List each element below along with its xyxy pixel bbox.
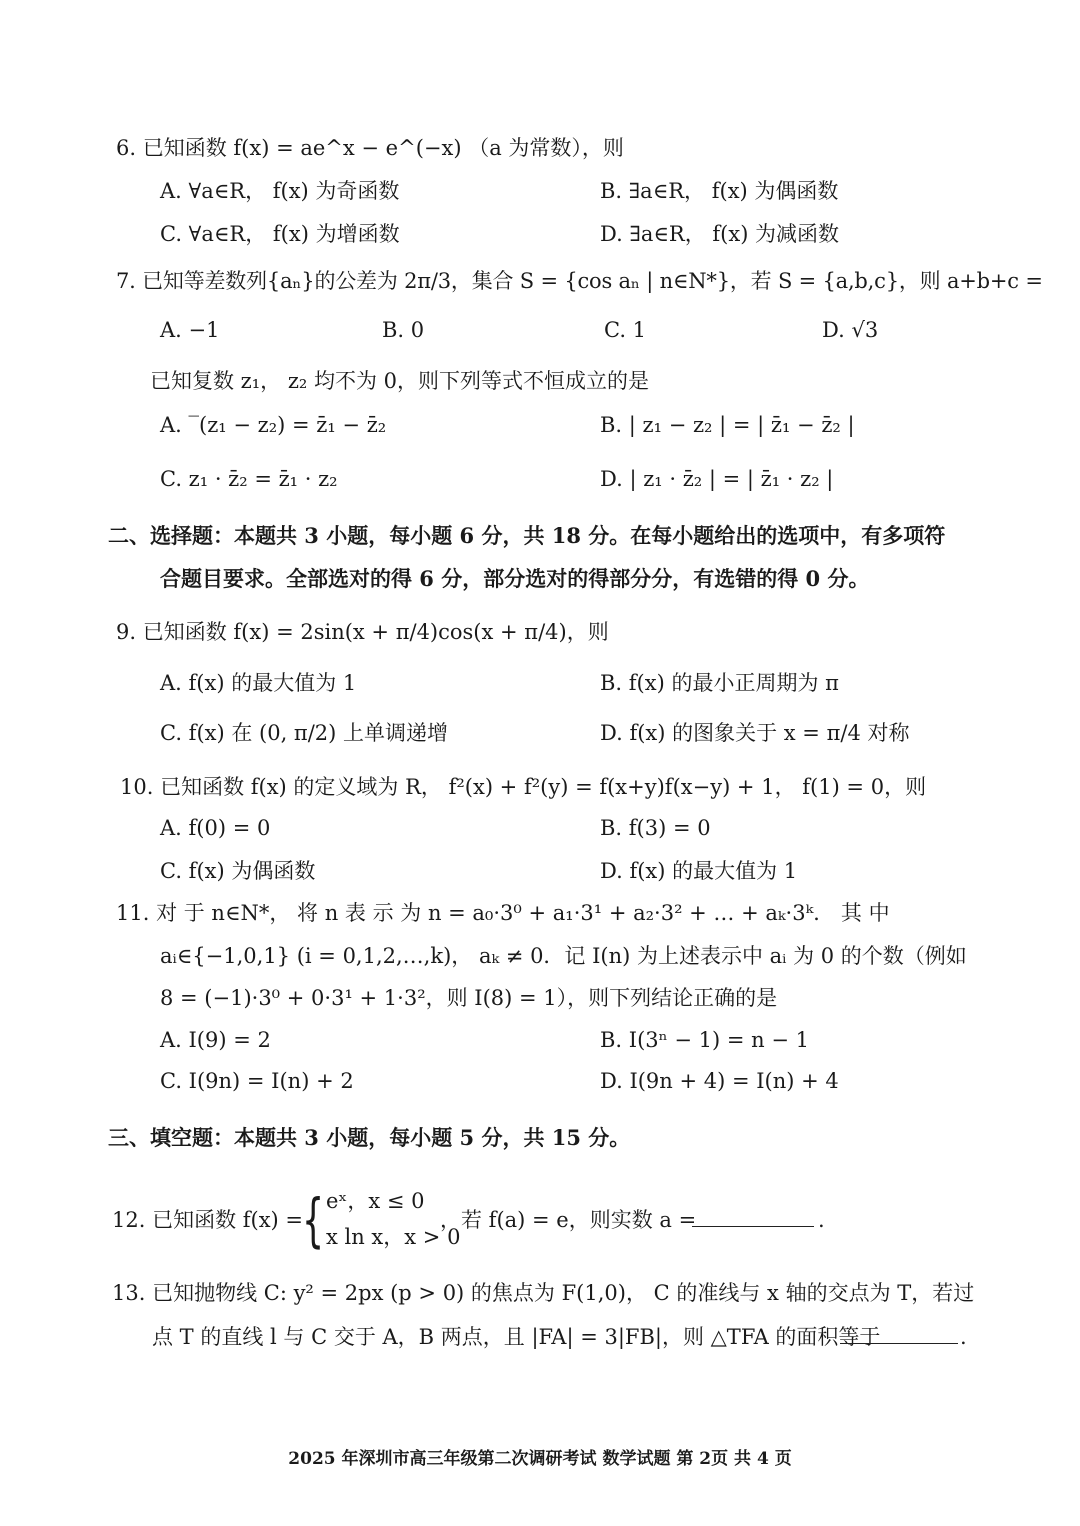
question-6-option-a: A. ∀a∈R， f(x) 为奇函数 <box>160 179 400 203</box>
question-11-stem-line-1: 11. 对 于 n∈N*， 将 n 表 示 为 n = a₀·3⁰ + a₁·3¹ + a₂·3² + … + aₖ·3ᵏ． 其 中 <box>116 901 890 925</box>
question-11-option-c: C. I(9n) = I(n) + 2 <box>160 1069 354 1093</box>
question-6-option-d: D. ∃a∈R， f(x) 为减函数 <box>600 222 840 246</box>
question-9-stem: 9. 已知函数 f(x) = 2sin(x + π/4)cos(x + π/4)，则 <box>116 620 609 644</box>
piecewise-brace: { <box>302 1186 325 1254</box>
question-11-stem-line-2: aᵢ∈{−1,0,1} (i = 0,1,2,…,k)， aₖ ≠ 0．记 I(n) 为上述表示中 aᵢ 为 0 的个数（例如 <box>160 944 967 968</box>
question-6-option-c: C. ∀a∈R， f(x) 为增函数 <box>160 222 400 246</box>
question-7-option-c: C. 1 <box>604 318 647 342</box>
question-11-option-d: D. I(9n + 4) = I(n) + 4 <box>600 1069 839 1093</box>
question-10-option-d: D. f(x) 的最大值为 1 <box>600 859 798 883</box>
question-12-answer-line <box>692 1205 814 1235</box>
question-8-option-d: D. | z₁ · z̄₂ | = | z̄₁ · z₂ | <box>600 467 834 491</box>
question-10-option-a: A. f(0) = 0 <box>160 816 271 840</box>
question-6-option-b: B. ∃a∈R， f(x) 为偶函数 <box>600 179 839 203</box>
question-10-stem: 10. 已知函数 f(x) 的定义域为 R， f²(x) + f²(y) = f(x+y)f(x−y) + 1， f(1) = 0，则 <box>120 775 927 799</box>
question-6-stem: 6. 已知函数 f(x) = ae^x − e^(−x) （a 为常数），则 <box>116 136 624 160</box>
question-13-end: . <box>960 1325 967 1349</box>
question-11-stem-line-3: 8 = (−1)·3⁰ + 0·3¹ + 1·3²，则 I(8) = 1），则下列结论正确的是 <box>160 986 778 1010</box>
page-footer: 2025 年深圳市高三年级第二次调研考试 数学试题 第 2页 共 4 页 <box>288 1449 792 1469</box>
question-13-stem-line-2: 点 T 的直线 l 与 C 交于 A，B 两点，且 |FA| = 3|FB|，则 △TFA 的面积等于 <box>152 1325 881 1349</box>
question-10-option-c: C. f(x) 为偶函数 <box>160 859 316 883</box>
question-13-stem-line-1: 13. 已知抛物线 C: y² = 2px (p > 0) 的焦点为 F(1,0)， C 的准线与 x 轴的交点为 T，若过 <box>112 1281 975 1305</box>
question-11-option-b: B. I(3ⁿ − 1) = n − 1 <box>600 1028 809 1052</box>
question-9-option-a: A. f(x) 的最大值为 1 <box>160 671 357 695</box>
section-3-heading: 三、填空题：本题共 3 小题，每小题 5 分，共 15 分。 <box>108 1125 631 1150</box>
question-8-stem: 已知复数 z₁， z₂ 均不为 0，则下列等式不恒成立的是 <box>150 369 650 393</box>
question-9-option-c: C. f(x) 在 (0, π/2) 上单调递增 <box>160 721 449 745</box>
question-12-end: . <box>818 1208 825 1232</box>
question-7-option-a: A. −1 <box>160 318 220 342</box>
question-9-option-d: D. f(x) 的图象关于 x = π/4 对称 <box>600 721 910 745</box>
question-7-stem: 7. 已知等差数列{aₙ}的公差为 2π/3，集合 S = {cos aₙ | n∈N*}，若 S = {a,b,c}，则 a+b+c = <box>116 269 1043 293</box>
question-13-answer-line <box>840 1322 958 1352</box>
question-8-option-a: A. ‾(z₁ − z₂) = z̄₁ − z̄₂ <box>160 413 387 437</box>
question-9-option-b: B. f(x) 的最小正周期为 π <box>600 671 839 695</box>
question-8-option-b: B. | z₁ − z₂ | = | z̄₁ − z̄₂ | <box>600 413 855 437</box>
question-7-option-b: B. 0 <box>382 318 425 342</box>
question-12-case-1: eˣ，x ≤ 0 <box>326 1189 425 1213</box>
section-2-instructions: 合题目要求。全部选对的得 6 分，部分选对的得部分分，有选错的得 0 分。 <box>160 566 870 591</box>
question-12-prefix: 12. 已知函数 f(x) = <box>112 1208 304 1232</box>
section-2-heading: 二、选择题：本题共 3 小题，每小题 6 分，共 18 分。在每小题给出的选项中，有多项符 <box>108 523 946 548</box>
question-7-option-d: D. √3 <box>822 318 879 342</box>
question-10-option-b: B. f(3) = 0 <box>600 816 711 840</box>
question-12-suffix: ，若 f(a) = e，则实数 a = <box>440 1208 697 1232</box>
question-8-option-c: C. z₁ · z̄₂ = z̄₁ · z₂ <box>160 467 338 491</box>
question-12-case-2: x ln x，x > 0 <box>326 1225 461 1249</box>
question-11-option-a: A. I(9) = 2 <box>160 1028 271 1052</box>
